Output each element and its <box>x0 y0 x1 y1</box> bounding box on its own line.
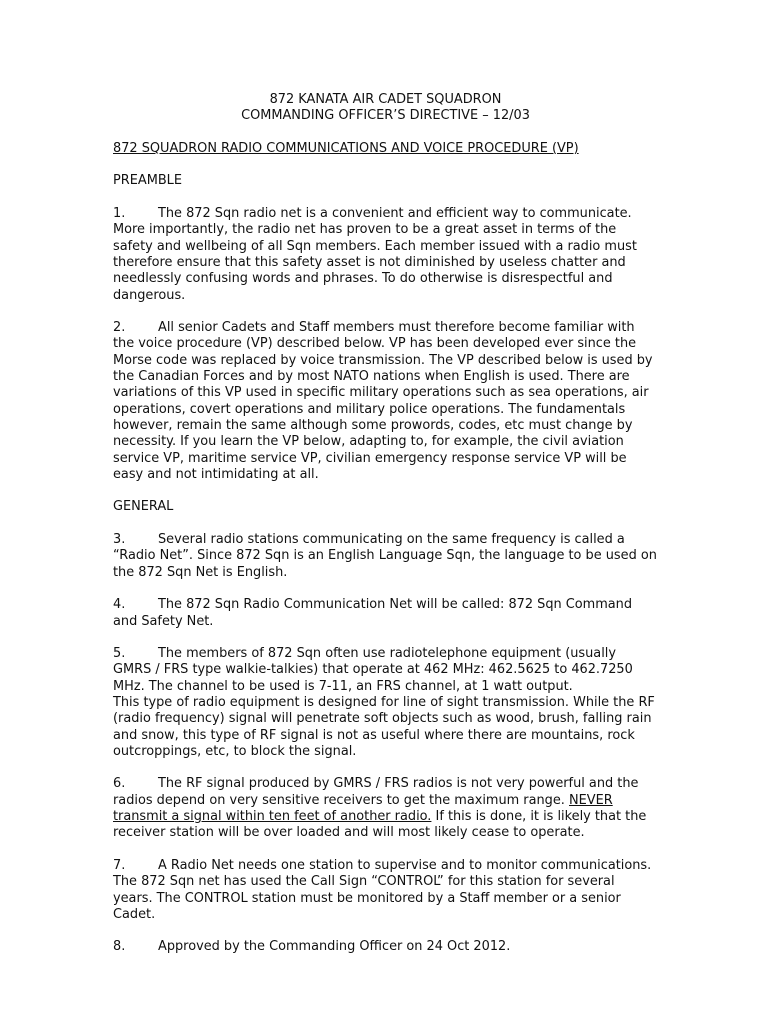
paragraph-text: A Radio Net needs one station to supervise and to monitor communications. The 872 Sqn net has used the Call Sign “CONTROL” for this station for several years. The CONTROL station must be monitored by a Staff member or a senior Cadet. <box>113 857 652 922</box>
paragraph-number: 1. <box>113 206 126 222</box>
paragraph-7 <box>113 858 658 923</box>
paragraph-text: Approved by the Commanding Officer on 24 Oct 2012. <box>158 939 511 955</box>
paragraph-number: 3. <box>113 532 126 548</box>
document-title: 872 SQUADRON RADIO COMMUNICATIONS AND VOICE PROCEDURE (VP) <box>113 140 579 156</box>
paragraph-text: All senior Cadets and Staff members must therefore become familiar with the voice procedure (VP) described below. VP has been developed ever since the Morse code was replaced by voice transmission. The VP described below is used by the Canadian Forces and by most NATO nations when English is used. There are variations of this VP used in specific military operations such as sea operations, air operations, covert operations and military police operations. The fundamentals however, remain the same although some prowords, codes, etc must change by necessity. If you learn the VP below, adapting to, for example, the civil aviation service VP, maritime service VP, civilian emergency response service VP will be easy and not intimidating at all. <box>113 320 653 482</box>
paragraph-number: 7. <box>113 857 126 873</box>
paragraph-text: The 872 Sqn radio net is a convenient and efficient way to communicate. More importantly, the radio net has proven to be a great asset in terms of the safety and wellbeing of all Sqn members. Each member issued with a radio must therefore ensure that this safety asset is not diminished by useless chatter and needlessly confusing words and phrases. To do otherwise is disrespectful and dangerous. <box>113 206 637 303</box>
paragraph-number: 8. <box>113 939 126 955</box>
paragraph-number: 4. <box>113 597 126 613</box>
paragraph-text: The RF signal produced by GMRS / FRS radios is not very powerful and the radios depend on very sensitive receivers to get the maximum range. <box>113 776 639 808</box>
paragraph-number: 2. <box>113 320 126 336</box>
paragraph-text: Several radio stations communicating on the same frequency is called a “Radio Net”. Since 872 Sqn is an English Language Sqn, the language to be used on the 872 Sqn Net is English. <box>113 532 657 580</box>
document-page <box>113 92 658 972</box>
directive-number: COMMANDING OFFICER’S DIRECTIVE – 12/03 <box>241 108 530 124</box>
section-heading-preamble: PREAMBLE <box>113 173 182 189</box>
section-heading-general: GENERAL <box>113 499 174 515</box>
paragraph-6 <box>113 776 658 841</box>
document-header <box>113 92 658 125</box>
paragraph-5 <box>113 646 658 760</box>
squadron-name: 872 KANATA AIR CADET SQUADRON <box>269 92 502 107</box>
paragraph-text: The 872 Sqn Radio Communication Net will be called: 872 Sqn Command and Safety Net. <box>113 597 633 629</box>
paragraph-text-continued: This type of radio equipment is designed for line of sight transmission. While the RF (radio frequency) signal will penetrate soft objects such as wood, brush, falling rain and snow, this type of RF signal is not as useful where there are mountains, rock outcroppings, etc, to block the signal. <box>113 694 655 759</box>
paragraph-text: The members of 872 Sqn often use radiotelephone equipment (usually GMRS / FRS type walkie-talkies) that operate at 462 MHz: 462.5625 to 462.7250 MHz. The channel to be used is 7-11, an FRS channel, at 1 watt output. <box>113 646 633 694</box>
paragraph-number: 6. <box>113 776 126 792</box>
paragraph-4 <box>113 597 658 630</box>
paragraph-8 <box>113 939 658 955</box>
warning-underlined-text: NEVER transmit a signal within ten feet of another radio. <box>113 792 613 825</box>
paragraph-3 <box>113 532 658 581</box>
paragraph-text-end: If this is done, it is likely that the receiver station will be over loaded and will most likely cease to operate. <box>113 809 647 841</box>
paragraph-2 <box>113 320 658 483</box>
paragraph-1 <box>113 206 658 304</box>
paragraph-number: 5. <box>113 646 126 662</box>
